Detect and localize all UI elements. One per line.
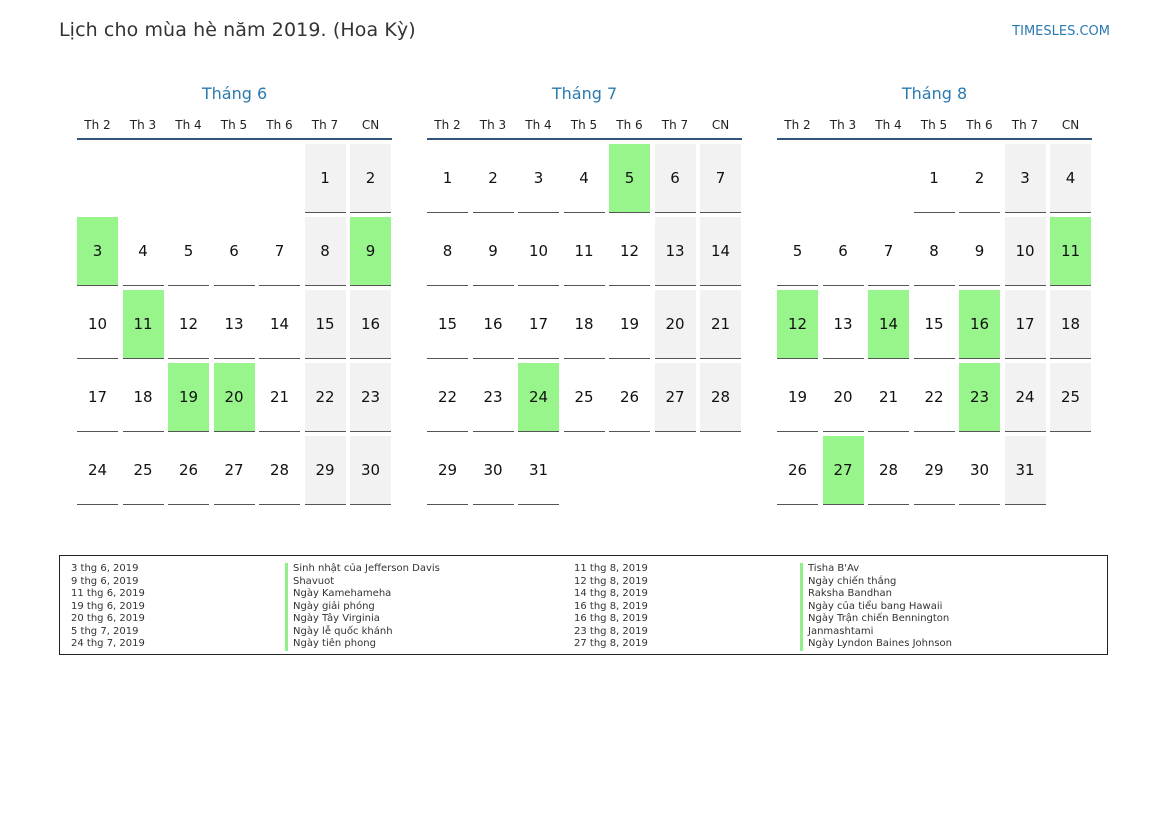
legend-holiday-name: Sinh nhật của Jefferson Davis: [285, 563, 440, 576]
legend-holiday-name: Ngày Tây Virginia: [285, 613, 440, 626]
month-title: Tháng 8: [901, 84, 968, 103]
day-cell: 26: [777, 436, 818, 505]
day-cell: 2: [959, 144, 1000, 213]
empty-cell: [777, 144, 818, 213]
day-cell-holiday: 11: [1050, 217, 1091, 286]
day-cell: 16: [350, 290, 391, 359]
day-cell: 5: [777, 217, 818, 286]
day-cell: 25: [564, 363, 605, 432]
day-cell-holiday: 19: [168, 363, 209, 432]
empty-cell: [259, 144, 300, 213]
day-cell: 7: [259, 217, 300, 286]
day-cell: 14: [259, 290, 300, 359]
legend-holiday-name: Ngày của tiểu bang Hawaii: [800, 601, 952, 614]
day-cell: 31: [1005, 436, 1046, 505]
legend-names-right: [800, 563, 952, 651]
day-cell: 7: [700, 144, 741, 213]
day-cell: 6: [655, 144, 696, 213]
day-cell: 2: [350, 144, 391, 213]
day-cell: 13: [823, 290, 864, 359]
day-cell: 3: [1005, 144, 1046, 213]
legend-holiday-name: Ngày lễ quốc khánh: [285, 626, 440, 639]
empty-cell: [823, 144, 864, 213]
weekday-label: Th 3: [829, 118, 857, 132]
month-title: Tháng 7: [551, 84, 618, 103]
weekday-label: Th 2: [434, 118, 461, 132]
weekday-label: Th 6: [266, 118, 293, 132]
legend-date: 9 thg 6, 2019: [71, 575, 139, 587]
day-cell: 13: [655, 217, 696, 286]
legend-date: 20 thg 6, 2019: [71, 613, 145, 624]
day-cell: 2: [473, 144, 514, 213]
legend-holiday-name: Ngày Trận chiến Bennington: [800, 613, 952, 626]
day-cell: 1: [427, 144, 468, 213]
weekday-label: CN: [1061, 118, 1080, 132]
legend-date: 3 thg 6, 2019: [71, 563, 139, 574]
day-cell: 26: [609, 363, 650, 432]
day-grid: [77, 144, 392, 505]
legend-date: 23 thg 8, 2019: [574, 625, 648, 637]
day-cell-holiday: 27: [823, 436, 864, 505]
empty-cell: [123, 144, 164, 213]
legend-holiday-name: Ngày Kamehameha: [285, 588, 440, 601]
weekday-header: [77, 116, 392, 140]
legend-dates-right: [574, 563, 648, 651]
weekday-header: [427, 116, 742, 140]
day-cell: 22: [427, 363, 468, 432]
weekday-label: CN: [711, 118, 730, 132]
day-cell-holiday: 24: [518, 363, 559, 432]
legend-date: 11 thg 8, 2019: [574, 563, 648, 574]
day-cell: 30: [473, 436, 514, 505]
day-cell-holiday: 23: [959, 363, 1000, 432]
day-cell: 3: [518, 144, 559, 213]
day-cell-holiday: 3: [77, 217, 118, 286]
weekday-label: Th 3: [479, 118, 507, 132]
day-cell: 29: [305, 436, 346, 505]
day-cell: 30: [959, 436, 1000, 505]
day-cell: 9: [473, 217, 514, 286]
day-cell: 22: [305, 363, 346, 432]
day-cell-holiday: 20: [214, 363, 255, 432]
day-cell: 15: [427, 290, 468, 359]
empty-cell: [77, 144, 118, 213]
weekday-label: Th 7: [311, 118, 339, 132]
day-grid: [777, 144, 1092, 505]
day-grid: [427, 144, 742, 505]
day-cell: 17: [1005, 290, 1046, 359]
legend-date: 19 thg 6, 2019: [71, 600, 145, 612]
day-cell: 31: [518, 436, 559, 505]
day-cell-holiday: 12: [777, 290, 818, 359]
day-cell: 26: [168, 436, 209, 505]
legend-holiday-name: Ngày chiến thắng: [800, 576, 952, 589]
weekday-label: Th 7: [1011, 118, 1039, 132]
day-cell: 28: [868, 436, 909, 505]
day-cell: 17: [77, 363, 118, 432]
day-cell: 5: [168, 217, 209, 286]
legend-date: 16 thg 8, 2019: [574, 600, 648, 612]
month-july: [427, 83, 742, 505]
day-cell: 25: [123, 436, 164, 505]
legend-holiday-name: Raksha Bandhan: [800, 588, 952, 601]
day-cell: 11: [564, 217, 605, 286]
page-title: Lịch cho mùa hè năm 2019. (Hoa Kỳ): [59, 19, 416, 41]
weekday-label: Th 7: [661, 118, 689, 132]
weekday-label: Th 5: [920, 118, 948, 132]
day-cell: 23: [350, 363, 391, 432]
day-cell: 18: [564, 290, 605, 359]
legend-holiday-name: Tisha B'Av: [800, 563, 952, 576]
day-cell: 24: [1005, 363, 1046, 432]
day-cell-holiday: 14: [868, 290, 909, 359]
day-cell: 27: [214, 436, 255, 505]
day-cell: 29: [914, 436, 955, 505]
weekday-header: [777, 116, 1092, 140]
day-cell: 19: [777, 363, 818, 432]
empty-cell: [168, 144, 209, 213]
day-cell: 14: [700, 217, 741, 286]
day-cell: 1: [914, 144, 955, 213]
day-cell: 15: [305, 290, 346, 359]
day-cell: 24: [77, 436, 118, 505]
weekday-label: Th 5: [570, 118, 598, 132]
day-cell: 10: [77, 290, 118, 359]
legend-date: 11 thg 6, 2019: [71, 588, 145, 599]
day-cell: 20: [655, 290, 696, 359]
day-cell: 30: [350, 436, 391, 505]
weekday-label: Th 4: [525, 118, 552, 132]
legend-date: 14 thg 8, 2019: [574, 588, 648, 599]
empty-cell: [868, 144, 909, 213]
day-cell: 4: [123, 217, 164, 286]
legend-date: 12 thg 8, 2019: [574, 575, 648, 587]
day-cell: 20: [823, 363, 864, 432]
day-cell: 7: [868, 217, 909, 286]
day-cell: 6: [823, 217, 864, 286]
weekday-label: Th 4: [875, 118, 902, 132]
day-cell: 9: [959, 217, 1000, 286]
day-cell: 21: [868, 363, 909, 432]
empty-cell: [214, 144, 255, 213]
weekday-label: Th 2: [84, 118, 111, 132]
day-cell: 23: [473, 363, 514, 432]
day-cell: 8: [305, 217, 346, 286]
weekday-label: Th 6: [616, 118, 643, 132]
weekday-label: Th 3: [129, 118, 157, 132]
legend-date: 5 thg 7, 2019: [71, 625, 139, 637]
day-cell: 27: [655, 363, 696, 432]
day-cell: 21: [700, 290, 741, 359]
day-cell: 8: [914, 217, 955, 286]
day-cell-holiday: 9: [350, 217, 391, 286]
day-cell: 17: [518, 290, 559, 359]
day-cell: 13: [214, 290, 255, 359]
legend-holiday-name: Ngày tiên phong: [285, 638, 440, 651]
month-august: [777, 83, 1092, 505]
day-cell: 21: [259, 363, 300, 432]
day-cell: 6: [214, 217, 255, 286]
legend-holiday-name: Shavuot: [285, 576, 440, 589]
day-cell: 15: [914, 290, 955, 359]
month-title: Tháng 6: [201, 84, 268, 103]
legend-date: 24 thg 7, 2019: [71, 638, 145, 649]
day-cell: 4: [1050, 144, 1091, 213]
site-link[interactable]: TIMESLES.COM: [1012, 24, 1110, 39]
day-cell: 28: [259, 436, 300, 505]
day-cell-holiday: 5: [609, 144, 650, 213]
weekday-label: Th 2: [784, 118, 811, 132]
day-cell: 19: [609, 290, 650, 359]
legend-holiday-name: Ngày giải phóng: [285, 601, 440, 614]
day-cell: 8: [427, 217, 468, 286]
legend-date: 27 thg 8, 2019: [574, 638, 648, 649]
weekday-label: Th 6: [966, 118, 993, 132]
day-cell: 1: [305, 144, 346, 213]
day-cell: 18: [1050, 290, 1091, 359]
legend-holiday-name: Janmashtami: [800, 626, 952, 639]
day-cell: 18: [123, 363, 164, 432]
legend-dates-left: [71, 563, 145, 651]
day-cell: 12: [609, 217, 650, 286]
weekday-label: Th 4: [175, 118, 202, 132]
day-cell: 22: [914, 363, 955, 432]
legend-names-left: [285, 563, 440, 651]
weekday-label: CN: [361, 118, 380, 132]
legend-holiday-name: Ngày Lyndon Baines Johnson: [800, 638, 952, 651]
day-cell: 28: [700, 363, 741, 432]
month-june: [77, 83, 392, 505]
day-cell: 10: [1005, 217, 1046, 286]
day-cell: 4: [564, 144, 605, 213]
day-cell: 10: [518, 217, 559, 286]
day-cell: 12: [168, 290, 209, 359]
weekday-label: Th 5: [220, 118, 248, 132]
holiday-legend: [59, 555, 1108, 655]
day-cell-holiday: 11: [123, 290, 164, 359]
day-cell-holiday: 16: [959, 290, 1000, 359]
legend-date: 16 thg 8, 2019: [574, 613, 648, 624]
day-cell: 29: [427, 436, 468, 505]
day-cell: 25: [1050, 363, 1091, 432]
day-cell: 16: [473, 290, 514, 359]
